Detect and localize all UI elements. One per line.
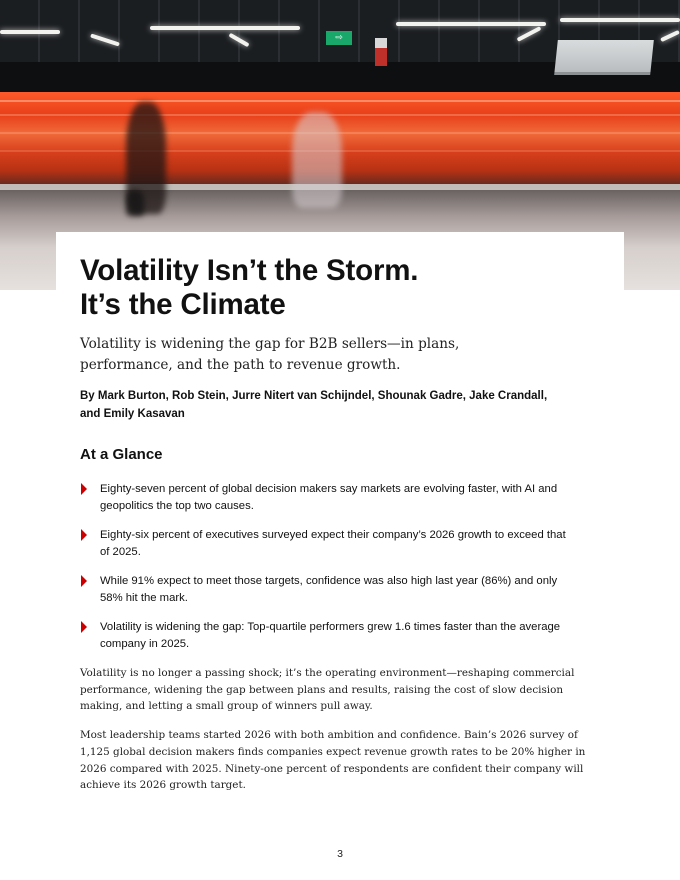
- section-heading-at-a-glance: At a Glance: [80, 446, 163, 463]
- author-byline: By Mark Burton, Rob Stein, Jurre Nitert van Schijndel, Shounak Gadre, Jake Crandall, and Emily Kasavan: [80, 390, 548, 420]
- article-title: [80, 254, 620, 322]
- bullet-triangle-icon: [81, 621, 87, 633]
- list-item: [80, 619, 620, 653]
- list-item-text: While 91% expect to meet those targets, confidence was also high last year (86%) and only 58% hit the mark.: [100, 575, 558, 604]
- train-streak: [0, 114, 680, 116]
- list-item-text: Volatility is widening the gap: Top-quartile performers grew 1.6 times faster than the average company in 2025.: [100, 621, 561, 650]
- list-item-text: Eighty-seven percent of global decision makers say markets are evolving faster, with AI and geopolitics the top two causes.: [100, 483, 558, 512]
- article-content: [80, 254, 620, 806]
- title-line-1: Volatility Isn’t the Storm.: [80, 254, 419, 287]
- list-item: [80, 573, 620, 607]
- bullet-triangle-icon: [81, 575, 87, 587]
- train-streak: [0, 100, 680, 102]
- body-paragraph: Volatility is no longer a passing shock; it’s the operating environment—reshaping commercial performance, widening the gap between plans and results, raising the cost of slow decision making, and letting a small group of winners pull away.: [80, 667, 575, 713]
- exit-sign-icon: ⇨: [326, 31, 352, 45]
- blurred-person-legs: [126, 190, 144, 216]
- list-item: [80, 527, 620, 561]
- page-number: 3: [337, 848, 343, 860]
- article-subtitle: Volatility is widening the gap for B2B sellers—in plans, performance, and the path to revenue growth.: [80, 336, 460, 373]
- bullet-triangle-icon: [81, 529, 87, 541]
- ceiling-fixture: [554, 40, 654, 75]
- list-item: [80, 481, 620, 515]
- glance-list: [80, 481, 620, 653]
- ceiling-light: [0, 30, 60, 34]
- ceiling-light: [150, 26, 300, 30]
- bullet-triangle-icon: [81, 483, 87, 495]
- list-item-text: Eighty-six percent of executives surveyed expect their company’s 2026 growth to exceed that of 2025.: [100, 529, 566, 558]
- title-line-2: It’s the Climate: [80, 288, 286, 321]
- blurred-person: [292, 112, 342, 208]
- ceiling-light: [396, 22, 546, 26]
- ceiling-light: [560, 18, 680, 22]
- warning-sign-icon: [375, 38, 387, 66]
- body-paragraph: Most leadership teams started 2026 with both ambition and confidence. Bain’s 2026 survey of 1,125 global decision makers finds companies expect revenue growth rates to be 20% higher in 2026 compared with 2025. Ninety-one percent of respondents are confident their company will achieve its 2026 growth target.: [80, 729, 586, 792]
